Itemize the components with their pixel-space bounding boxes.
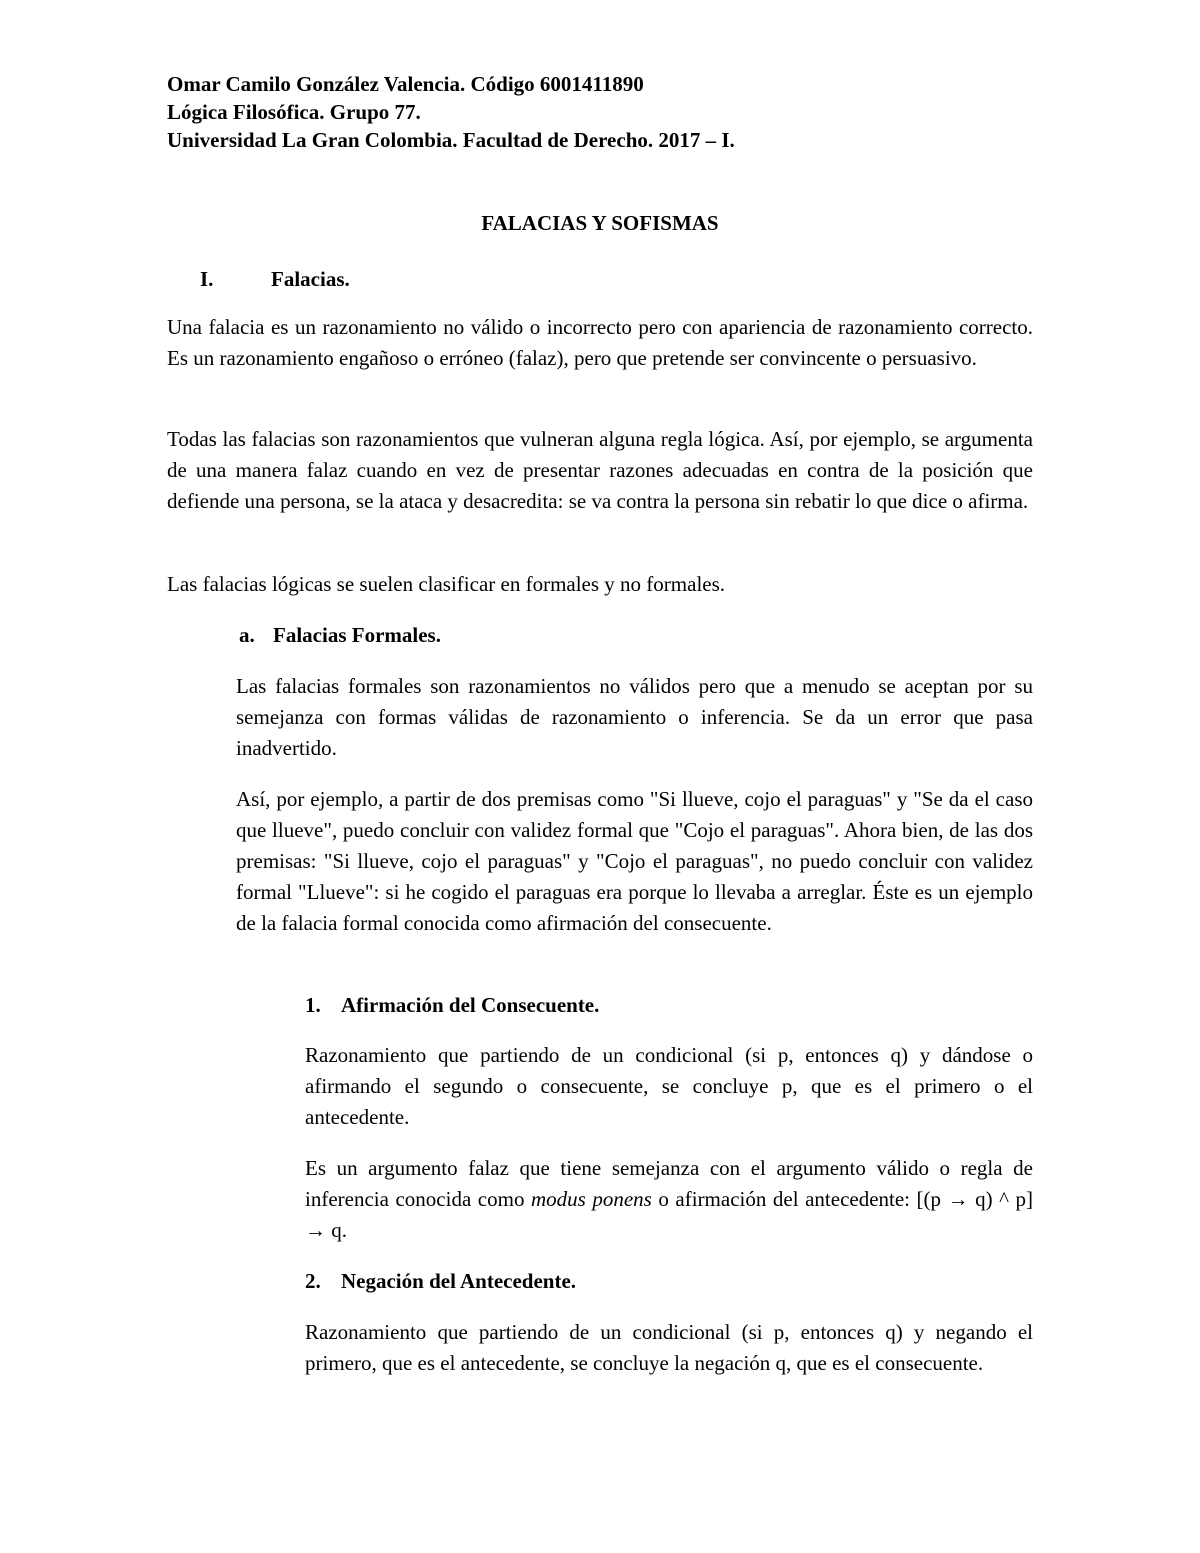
- modus-ponens-term: modus ponens: [530, 1187, 652, 1211]
- item-title: Afirmación del Consecuente.: [341, 993, 600, 1017]
- header-author-line: Omar Camilo González Valencia. Código 6001411890: [167, 72, 644, 96]
- section-number: I.: [200, 267, 214, 291]
- item-heading-afirmacion: [305, 990, 599, 1021]
- document-title: FALACIAS Y SOFISMAS: [481, 211, 719, 235]
- subsection-number: a.: [239, 623, 255, 647]
- paragraph-umbrella-example: Así, por ejemplo, a partir de dos premisas como "Si llueve, cojo el paraguas" y "Se da el caso que llueve", puedo concluir con validez formal que "Cojo el paraguas". Ahora bien, de las dos premisas: "Si llueve, cojo el paraguas" y "Cojo el paraguas", no puedo concluir con validez formal "Llueve": si he cogido el paraguas era porque lo llevaba a arreglar. Éste es un ejemplo de la falacia formal conocida como afirmación del consecuente.: [236, 787, 1033, 935]
- item-number: 2.: [305, 1269, 321, 1293]
- subsection-title: Falacias Formales.: [273, 623, 441, 647]
- subsection-heading-formales: [239, 620, 441, 651]
- paragraph-classification: Las falacias lógicas se suelen clasificar en formales y no formales.: [167, 572, 726, 596]
- header-course-line: Lógica Filosófica. Grupo 77.: [167, 100, 421, 124]
- paragraph-afirmacion-definition: Razonamiento que partiendo de un condicional (si p, entonces q) y dándose o afirmando el segundo o consecuente, se concluye p, que es el primero o el antecedente.: [305, 1043, 1033, 1129]
- item-number: 1.: [305, 993, 321, 1017]
- paragraph-formal-fallacies: Las falacias formales son razonamientos no válidos pero que a menudo se aceptan por su semejanza con formas válidas de razonamiento o inferencia. Se da un error que pasa inadvertido.: [236, 674, 1033, 760]
- paragraph-modus-ponens: [305, 1153, 1033, 1246]
- section-title: Falacias.: [271, 267, 350, 291]
- paragraph-negacion-definition: Razonamiento que partiendo de un condicional (si p, entonces q) y negando el primero, que es el antecedente, se concluye la negación q, que es el consecuente.: [305, 1320, 1033, 1375]
- item-heading-negacion: [305, 1266, 576, 1297]
- author-header: [167, 70, 735, 154]
- paragraph-logic-rules: Todas las falacias son razonamientos que vulneran alguna regla lógica. Así, por ejemplo, se argumenta de una manera falaz cuando en vez de presentar razones adecuadas en contra de la posición que defiende una persona, se la ataca y desacredita: se va contra la persona sin rebatir lo que dice o afirma.: [167, 427, 1033, 513]
- header-university-line: Universidad La Gran Colombia. Facultad de Derecho. 2017 – I.: [167, 128, 735, 152]
- modus-ponens-text-start: Es un argumento falaz que tiene semejanza con el argumento válido o regla de inferencia conocida como: [305, 1156, 1033, 1211]
- item-title: Negación del Antecedente.: [341, 1269, 577, 1293]
- paragraph-definition: Una falacia es un razonamiento no válido o incorrecto pero con apariencia de razonamiento correcto. Es un razonamiento engañoso o erróneo (falaz), pero que pretende ser convincente o persuasivo.: [167, 315, 1033, 370]
- modus-ponens-text-end: o afirmación del antecedente: [(p → q) ^ p] → q.: [305, 1187, 1033, 1242]
